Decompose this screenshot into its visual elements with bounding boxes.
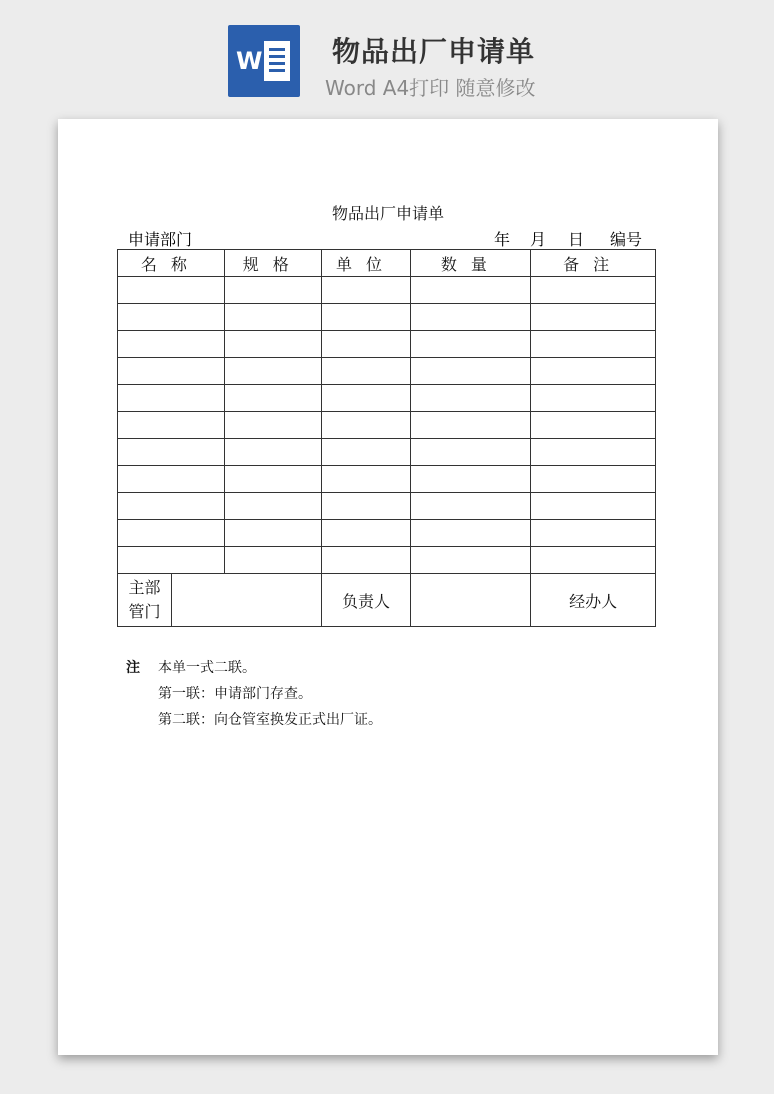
dept-label: 申请部门 [128,230,193,249]
note-line-1 [126,655,382,681]
cell-remark[interactable] [531,412,656,439]
cell-unit[interactable] [321,385,411,412]
cell-name[interactable] [118,493,225,520]
cell-quantity[interactable] [411,547,531,574]
table-header-row [118,250,656,277]
note-label: 注 [126,660,140,676]
item-table [117,249,656,627]
word-logo-letter: W [236,47,263,75]
cell-unit[interactable] [321,547,411,574]
cell-spec[interactable] [224,547,321,574]
note-line-3 [126,707,382,733]
cell-unit[interactable] [321,412,411,439]
cell-remark[interactable] [531,466,656,493]
date-number-line [494,227,642,250]
word-icon [228,25,300,97]
cell-quantity[interactable] [411,412,531,439]
banner [0,0,774,110]
cell-remark[interactable] [531,520,656,547]
table-row [118,331,656,358]
cell-remark[interactable] [531,385,656,412]
cell-quantity[interactable] [411,358,531,385]
note-text-1: 本单一式二联。 [158,660,256,676]
dept-head-label-line2: 管门 [128,602,161,621]
cell-unit[interactable] [321,520,411,547]
table-row [118,304,656,331]
table-row [118,439,656,466]
signature-row [118,574,656,627]
table-row [118,385,656,412]
cell-unit[interactable] [321,304,411,331]
cell-name[interactable] [118,385,225,412]
cell-name[interactable] [118,520,225,547]
responsible-field[interactable] [411,574,531,627]
cell-spec[interactable] [224,331,321,358]
cell-quantity[interactable] [411,493,531,520]
cell-unit[interactable] [321,277,411,304]
table-row [118,547,656,574]
col-header-unit: 单位 [321,250,411,277]
notes [126,655,382,733]
dept-head-label [118,574,172,627]
cell-spec[interactable] [224,493,321,520]
note-line-2 [126,681,382,707]
day-label: 日 [568,230,585,249]
table-row [118,493,656,520]
cell-name[interactable] [118,547,225,574]
cell-name[interactable] [118,412,225,439]
cell-unit[interactable] [321,331,411,358]
cell-unit[interactable] [321,358,411,385]
year-label: 年 [494,230,511,249]
cell-spec[interactable] [224,385,321,412]
cell-remark[interactable] [531,277,656,304]
document-page [58,119,718,1055]
cell-spec[interactable] [224,277,321,304]
note-text-3: 第二联：向仓管室换发正式出厂证。 [158,712,382,728]
cell-name[interactable] [118,466,225,493]
responsible-label: 负责人 [321,574,411,627]
cell-spec[interactable] [224,439,321,466]
cell-remark[interactable] [531,493,656,520]
cell-remark[interactable] [531,547,656,574]
cell-quantity[interactable] [411,520,531,547]
cell-remark[interactable] [531,331,656,358]
dept-head-label-line1: 主部 [128,578,161,597]
cell-spec[interactable] [224,520,321,547]
banner-title: 物品出厂申请单 [332,35,536,68]
document-title: 物品出厂申请单 [331,204,444,223]
cell-remark[interactable] [531,358,656,385]
cell-quantity[interactable] [411,277,531,304]
cell-quantity[interactable] [411,439,531,466]
cell-spec[interactable] [224,412,321,439]
cell-remark[interactable] [531,439,656,466]
number-label: 编号 [610,230,643,249]
col-header-spec: 规格 [224,250,321,277]
cell-quantity[interactable] [411,385,531,412]
table-body [118,277,656,574]
cell-name[interactable] [118,277,225,304]
table-row [118,520,656,547]
cell-name[interactable] [118,304,225,331]
dept-head-field[interactable] [171,574,321,627]
col-header-quantity: 数量 [411,250,531,277]
banner-subtitle: Word A4打印 随意修改 [325,76,536,100]
cell-unit[interactable] [321,493,411,520]
document-lines-icon [264,41,290,81]
table-row [118,466,656,493]
cell-quantity[interactable] [411,304,531,331]
cell-remark[interactable] [531,304,656,331]
col-header-name: 名称 [118,250,225,277]
cell-name[interactable] [118,331,225,358]
handler-label: 经办人 [531,574,656,627]
cell-unit[interactable] [321,439,411,466]
col-header-remark: 备注 [531,250,656,277]
cell-quantity[interactable] [411,466,531,493]
cell-unit[interactable] [321,466,411,493]
note-text-2: 第一联：申请部门存查。 [158,686,312,702]
month-label: 月 [530,230,547,249]
cell-spec[interactable] [224,358,321,385]
table-row [118,277,656,304]
table-row [118,412,656,439]
cell-quantity[interactable] [411,331,531,358]
cell-name[interactable] [118,439,225,466]
cell-spec[interactable] [224,304,321,331]
cell-spec[interactable] [224,466,321,493]
cell-name[interactable] [118,358,225,385]
table-row [118,358,656,385]
